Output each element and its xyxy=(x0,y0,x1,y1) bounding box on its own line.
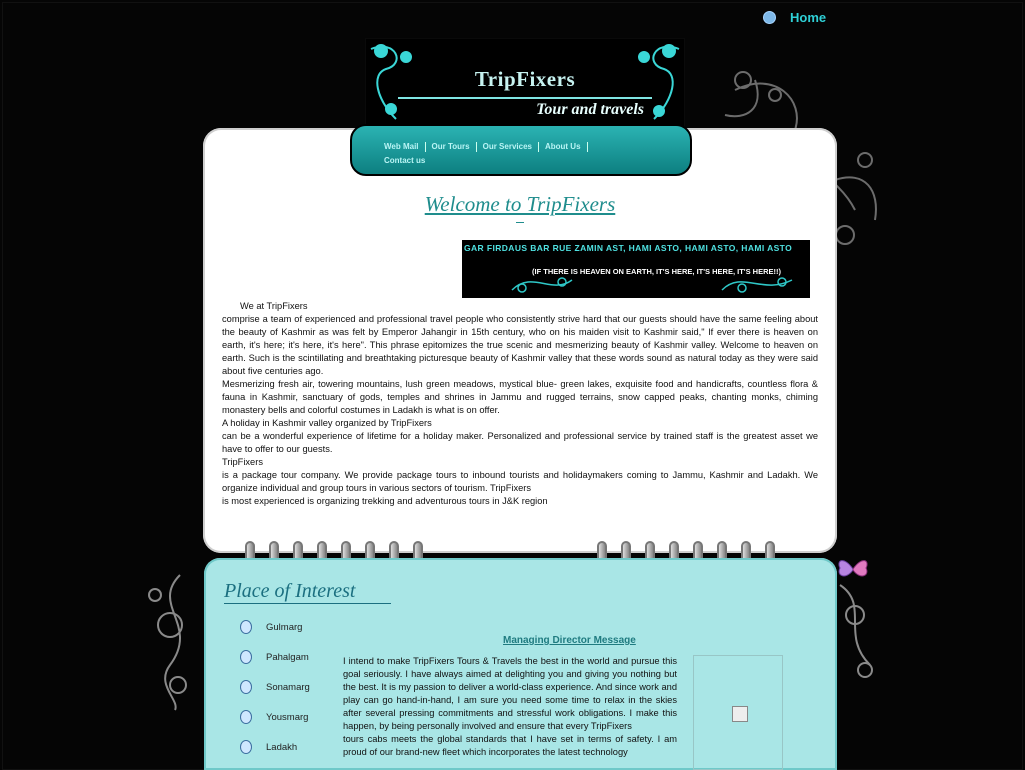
kashmir-banner xyxy=(462,240,810,298)
bullet-icon xyxy=(240,680,252,694)
bullet-icon xyxy=(240,740,252,754)
intro-paragraph: A holiday in Kashmir valley organized by TripFixers xyxy=(222,418,432,428)
place-label: Pahalgam xyxy=(266,651,309,663)
place-item-yousmarg[interactable] xyxy=(240,702,330,732)
banner-persian-verse: GAR FIRDAUS BAR RUE ZAMIN AST, HAMI ASTO, HAMI ASTO, HAMI ASTO xyxy=(464,243,793,253)
menu-separator xyxy=(476,142,477,152)
intro-paragraph: is most experienced is organizing trekking and adventurous tours in J&K region xyxy=(222,496,548,506)
logo-title: TripFixers xyxy=(474,67,576,91)
home-link[interactable] xyxy=(763,10,826,25)
banner-english-verse: (IF THERE IS HEAVEN ON EARTH, IT'S HERE, IT'S HERE, IT'S HERE!!) xyxy=(532,267,781,276)
md-message-heading[interactable]: Managing Director Message xyxy=(503,635,636,646)
intro-text xyxy=(222,300,818,508)
places-heading: Place of Interest xyxy=(224,580,391,604)
menu-separator xyxy=(538,142,539,152)
place-item-ladakh[interactable] xyxy=(240,732,330,762)
place-item-pahalgam[interactable] xyxy=(240,642,330,672)
menu-separator xyxy=(425,142,426,152)
intro-paragraph: comprise a team of experienced and professional travel people who consistently strive hard that our guests should have the same feeling about the beauty of Kashmir as was felt by Emperor Jahangir in 15th century, who on his maiden visit to Kashmir said," If ever there is heaven on earth, it's here; it's here, it's here". This phrase epitomizes the true scenic and mesmerizing beauty of Kashmir valley. Welcome to heaven on earth. Such is the scintillating and breathtaking picturesque beauty of Kashmir valley that these words sound as natural today as they were said about five centuries ago. xyxy=(222,314,818,376)
home-link-label: Home xyxy=(790,10,827,25)
places-list xyxy=(240,612,330,762)
intro-paragraph: Mesmerizing fresh air, towering mountains, lush green meadows, mystical blue- green lakes, exquisite food and handicrafts, countless flora & fauna in Kashmir, sanctuary of gods, temples and shrines in Jammu and rugged terrains, snow capped peaks, chanting monks, chiming monastery bells and colorful costumes in Ladakh is what is on offer. xyxy=(222,379,818,415)
menu-item-web-mail[interactable]: Web Mail xyxy=(384,142,419,151)
place-label: Sonamarg xyxy=(266,681,310,693)
intro-paragraph: We at TripFixers xyxy=(240,301,308,311)
main-menu xyxy=(384,140,624,168)
banner-floral-icon xyxy=(502,260,802,298)
intro-paragraph: can be a wonderful experience of lifetime for a holiday maker. Personalized and professional service by trained staff is the greatest asset we have to offer to our guests. xyxy=(222,431,818,454)
md-paragraph: tours cabs meets the global standards that I have set in terms of safety. I am proud of our brand-new fleet which incorporates the latest technology xyxy=(343,734,677,757)
site-logo[interactable] xyxy=(365,38,685,128)
intro-paragraph: TripFixers xyxy=(222,457,263,467)
md-paragraph: I intend to make TripFixers Tours & Travels the best in the world and pursue this goal seriously. I have always aimed at delighting you and giving you nothing but the best. It is my passion to deliver a world-class experience. And since work and play can go hand-in-hand, I am sure you need some time to relax in the skies after several pressing commitments and stressful work obligations. I make this happen, by being personally involved and ensure that every TripFixers xyxy=(343,656,677,731)
menu-item-our-services[interactable]: Our Services xyxy=(482,142,532,151)
menu-separator xyxy=(587,142,588,152)
place-label: Ladakh xyxy=(266,741,298,753)
bullet-icon xyxy=(240,710,252,724)
menu-item-contact-us[interactable]: Contact us xyxy=(384,156,426,165)
welcome-heading: Welcome to TripFixers xyxy=(424,192,616,216)
welcome-dash xyxy=(516,222,524,223)
bullet-icon xyxy=(240,650,252,664)
intro-paragraph: is a package tour company. We provide package tours to inbound tourists and holidaymakers coming to Jammu, Kashmir and Ladakh. We organize individual and group tours in various sectors of tourism. TripFixers xyxy=(222,470,818,493)
bullet-icon xyxy=(763,11,776,24)
place-item-gulmarg[interactable] xyxy=(240,612,330,642)
logo-subtitle: Tour and travels xyxy=(536,101,644,118)
menu-item-our-tours[interactable]: Our Tours xyxy=(431,142,470,151)
place-label: Gulmarg xyxy=(266,621,303,633)
bullet-icon xyxy=(240,620,252,634)
place-label: Yousmarg xyxy=(266,711,309,723)
place-item-sonamarg[interactable] xyxy=(240,672,330,702)
md-message-text xyxy=(343,655,677,759)
director-photo xyxy=(693,655,783,770)
broken-image-icon xyxy=(732,706,748,722)
menu-item-about-us[interactable]: About Us xyxy=(544,142,581,151)
logo-divider xyxy=(398,97,652,99)
